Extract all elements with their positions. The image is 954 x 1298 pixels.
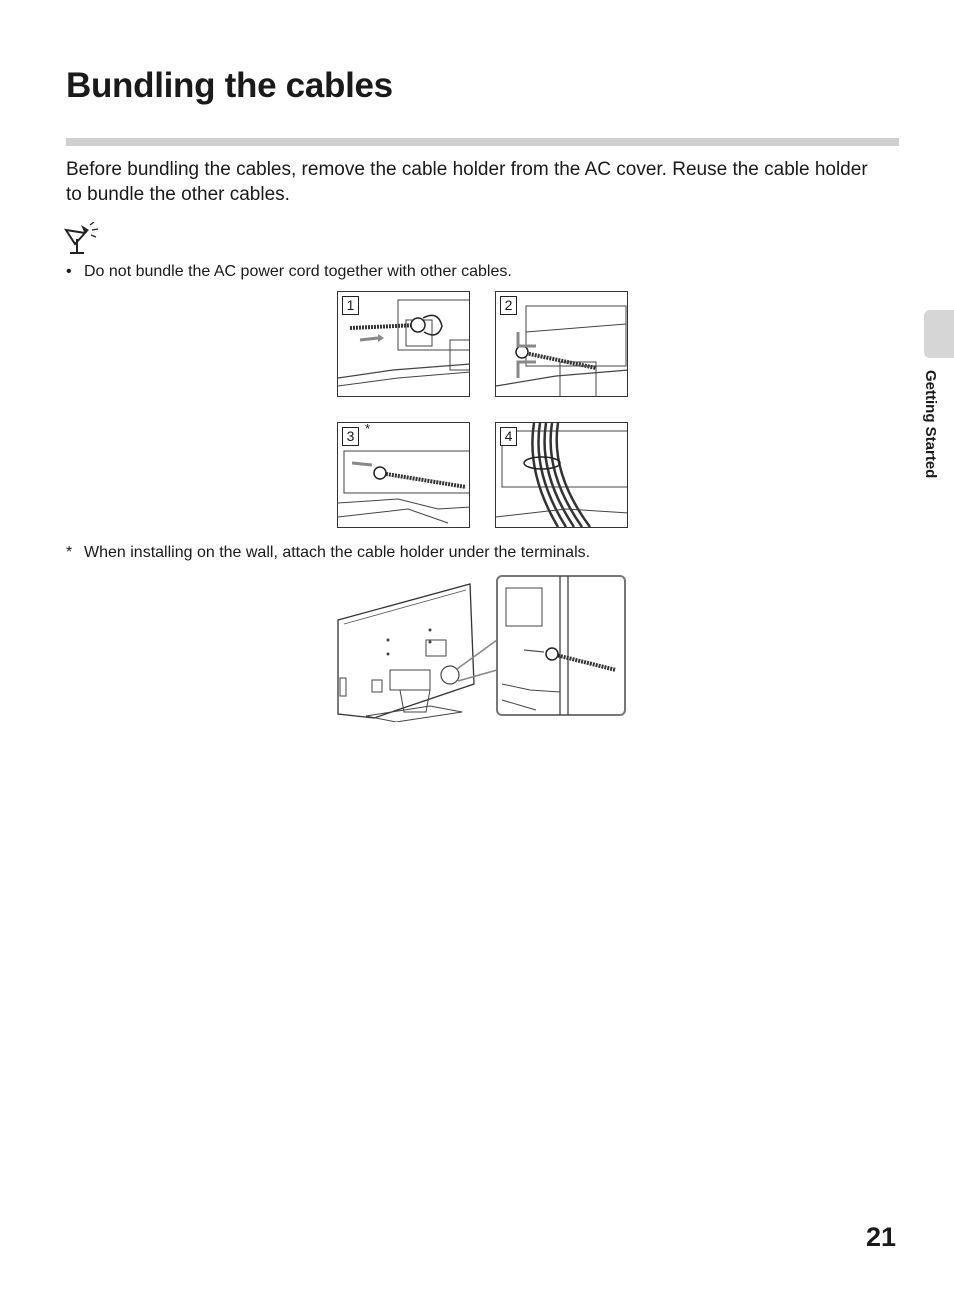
footnote-mark: * [66, 544, 73, 561]
step-number: 4 [500, 427, 517, 446]
step-3-asterisk: * [365, 421, 371, 436]
tip-text: Do not bundle the AC power cord together with other cables. [84, 263, 512, 280]
page-number: 21 [866, 1222, 897, 1252]
wall-mount-illustration [330, 572, 630, 722]
tip-lamp-icon [63, 222, 103, 256]
section-tab [924, 310, 954, 358]
step-2-illustration [495, 291, 628, 397]
footnote-text: When installing on the wall, attach the cable holder under the terminals. [84, 544, 591, 561]
page-title: Bundling the cables [66, 66, 393, 105]
step-1-illustration [337, 291, 470, 397]
heading-rule [66, 138, 899, 146]
step-3-illustration [337, 422, 470, 528]
wall-install-footnote [66, 543, 590, 563]
step-number: 3 [342, 427, 359, 446]
section-label: Getting Started [922, 370, 939, 479]
step-number: 2 [500, 296, 517, 315]
step-number: 1 [342, 296, 359, 315]
step-4-illustration [495, 422, 628, 528]
bullet-dot: • [66, 263, 72, 280]
intro-paragraph: Before bundling the cables, remove the cable holder from the AC cover. Reuse the cable holder to bundle the other cables. [66, 159, 868, 205]
tip-note [66, 262, 512, 282]
